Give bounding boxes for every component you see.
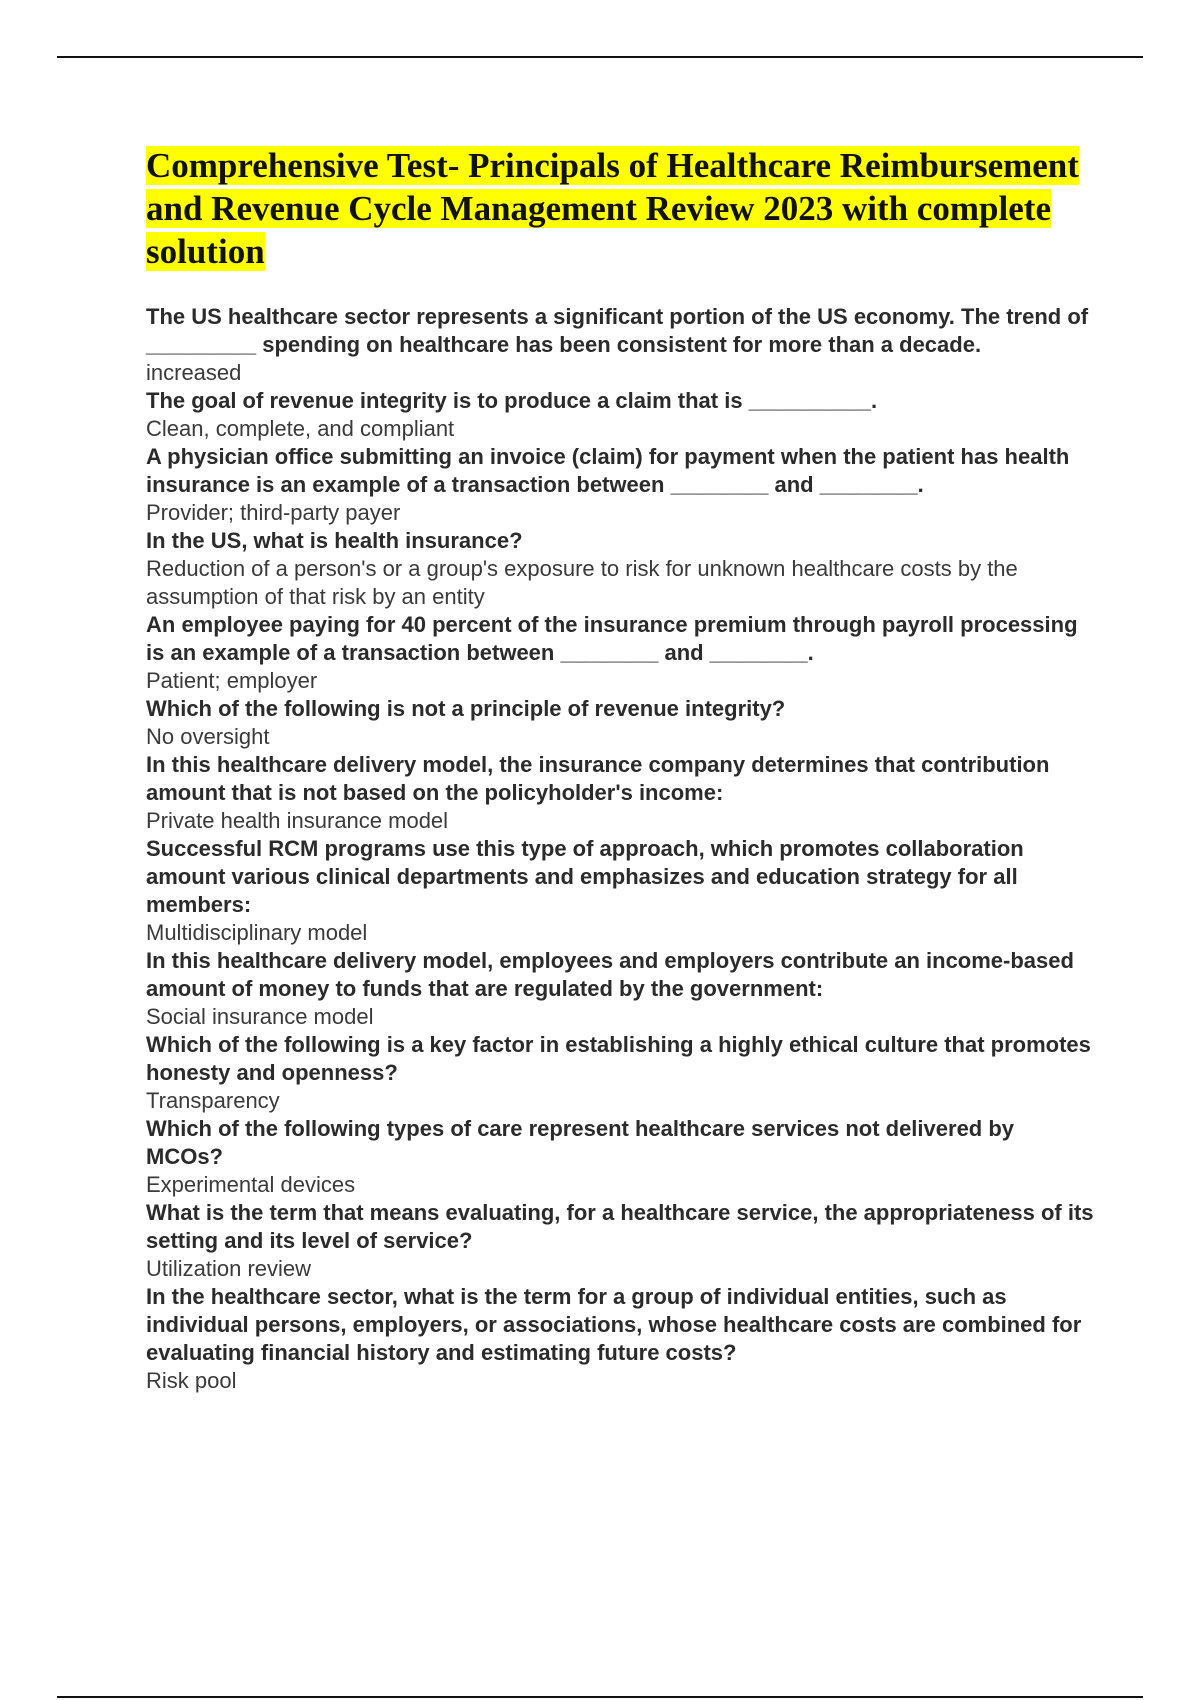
answer-text: Reduction of a person's or a group's exposure to risk for unknown healthcare costs by the assumption of that risk by an entity [146,556,1018,609]
question-text: The goal of revenue integrity is to produce a claim that is __________. [146,388,878,413]
qa-item [146,443,1096,527]
question-text: In the US, what is health insurance? [146,528,523,553]
answer-text: Social insurance model [146,1004,374,1029]
question-text: The US healthcare sector represents a significant portion of the US economy. The trend of _________ spending on healthcare has been consistent for more than a decade. [146,304,1089,357]
qa-item [146,1283,1096,1395]
question-text: A physician office submitting an invoice (claim) for payment when the patient has health insurance is an example of a transaction between ________ and ________. [146,444,1070,497]
answer-text: Risk pool [146,1368,237,1393]
bottom-rule [57,1696,1143,1698]
qa-list [146,303,1096,1395]
document-title [146,144,1096,273]
qa-item [146,1031,1096,1115]
answer-text: Patient; employer [146,668,318,693]
answer-text: Provider; third-party payer [146,500,401,525]
answer-text: Transparency [146,1088,280,1113]
qa-item [146,1115,1096,1199]
qa-item [146,1199,1096,1283]
qa-item [146,835,1096,947]
answer-text: increased [146,360,242,385]
question-text: Which of the following types of care represent healthcare services not delivered by MCOs? [146,1116,1015,1169]
title-highlight: Comprehensive Test- Principals of Healthcare Reimbursement and Revenue Cycle Management Review 2023 with complete solution [146,146,1079,271]
qa-item [146,303,1096,387]
qa-item [146,611,1096,695]
qa-item [146,387,1096,443]
question-text: Which of the following is not a principle of revenue integrity? [146,696,786,721]
qa-item [146,527,1096,611]
qa-item [146,947,1096,1031]
question-text: In this healthcare delivery model, employees and employers contribute an income-based amount of money to funds that are regulated by the government: [146,948,1074,1001]
answer-text: Multidisciplinary model [146,920,368,945]
question-text: What is the term that means evaluating, for a healthcare service, the appropriateness of its setting and its level of service? [146,1200,1094,1253]
question-text: An employee paying for 40 percent of the insurance premium through payroll processing is an example of a transaction between ________ and ________. [146,612,1078,665]
question-text: Which of the following is a key factor in establishing a highly ethical culture that promotes honesty and openness? [146,1032,1091,1085]
question-text: In this healthcare delivery model, the insurance company determines that contribution amount that is not based on the policyholder's income: [146,752,1050,805]
document-body [146,144,1096,1395]
question-text: In the healthcare sector, what is the term for a group of individual entities, such as individual persons, employers, or associations, whose healthcare costs are combined for evaluating financial history and estimating future costs? [146,1284,1082,1365]
qa-item [146,751,1096,835]
answer-text: Private health insurance model [146,808,449,833]
answer-text: Utilization review [146,1256,312,1281]
qa-item [146,695,1096,751]
top-rule [57,56,1143,58]
answer-text: Clean, complete, and compliant [146,416,455,441]
answer-text: Experimental devices [146,1172,356,1197]
answer-text: No oversight [146,724,270,749]
question-text: Successful RCM programs use this type of approach, which promotes collaboration amount various clinical departments and emphasizes and education strategy for all members: [146,836,1024,917]
